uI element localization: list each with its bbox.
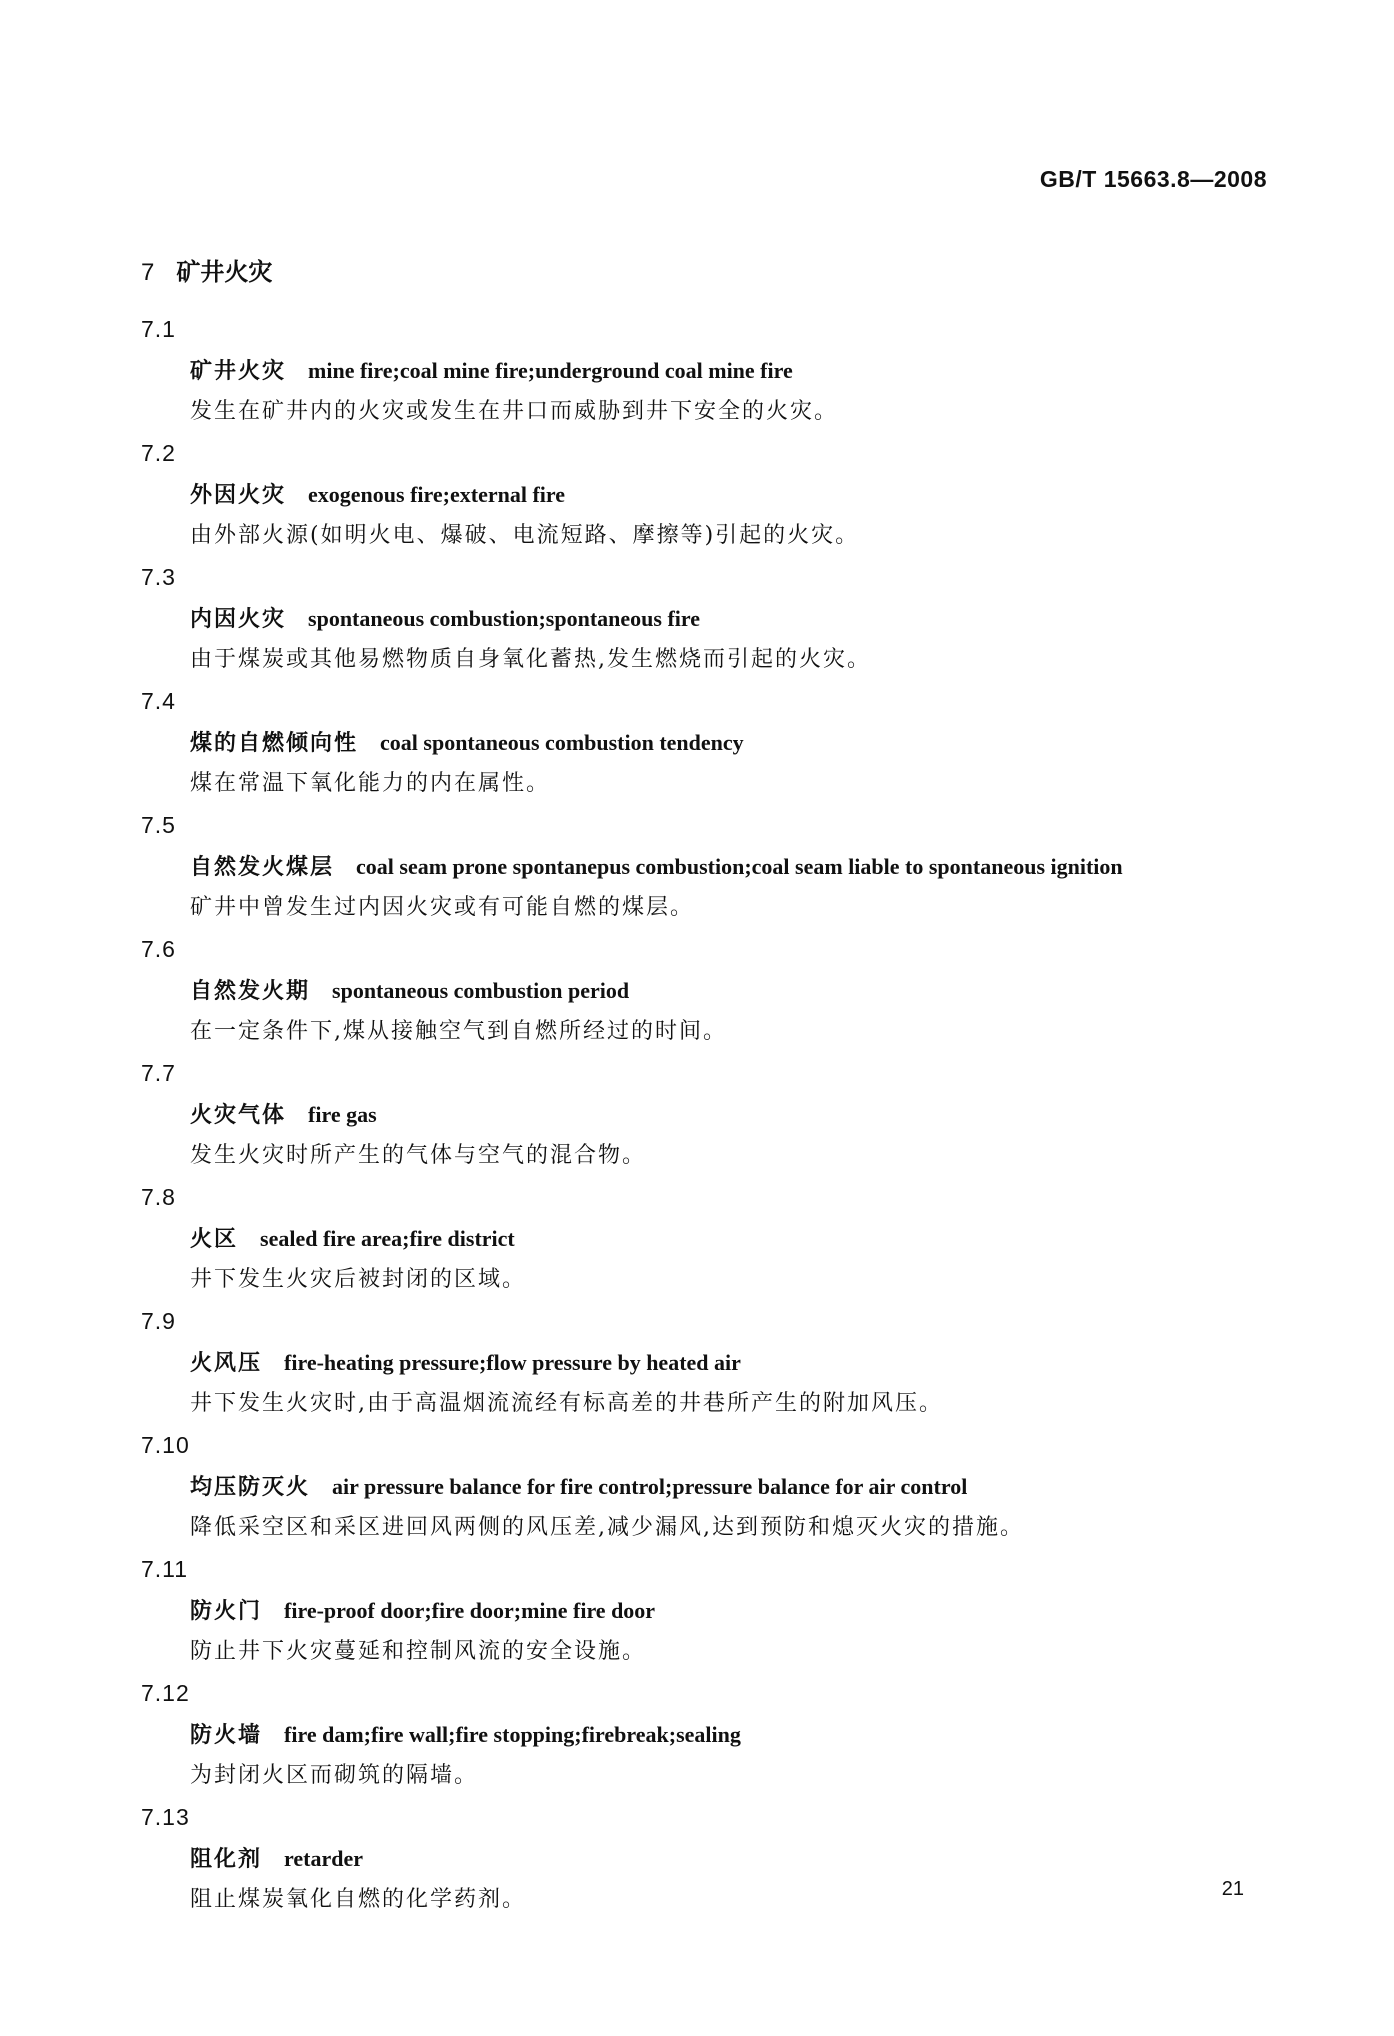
term-entry [0, 1549, 1394, 1673]
term-chinese: 阻化剂 [190, 1846, 263, 1872]
entry-term [190, 1591, 655, 1631]
entry-number: 7.3 [141, 564, 176, 590]
entry-definition: 为封闭火区而砌筑的隔墙。 [190, 1763, 479, 1788]
entry-list [0, 309, 1394, 1921]
page-number: 21 [1221, 1878, 1244, 1900]
term-chinese: 均压防灭火 [190, 1474, 311, 1500]
term-entry [0, 433, 1394, 557]
term-chinese: 防火门 [190, 1598, 263, 1624]
term-english: spontaneous combustion period [332, 978, 630, 1003]
entry-number: 7.1 [141, 316, 176, 342]
term-chinese: 火灾气体 [190, 1102, 287, 1128]
term-chinese: 矿井火灾 [190, 358, 287, 384]
chapter-number: 7 [141, 259, 155, 286]
term-entry [0, 1673, 1394, 1797]
entry-number: 7.13 [141, 1804, 190, 1830]
term-english: spontaneous combustion;spontaneous fire [308, 606, 701, 631]
entry-number: 7.4 [141, 688, 176, 714]
entry-term [190, 1219, 515, 1259]
term-chinese: 自然发火煤层 [190, 854, 335, 880]
entry-number: 7.12 [141, 1680, 190, 1706]
term-chinese: 煤的自燃倾向性 [190, 730, 359, 756]
entry-term [190, 1839, 363, 1879]
entry-term [190, 351, 793, 391]
entry-term [190, 599, 700, 639]
term-entry [0, 805, 1394, 929]
term-english: exogenous fire;external fire [308, 482, 566, 507]
entry-definition: 防止井下火灾蔓延和控制风流的安全设施。 [190, 1639, 647, 1664]
term-entry [0, 1177, 1394, 1301]
term-english: coal seam prone spontanepus combustion;coal seam liable to spontaneous ignition [356, 854, 1123, 879]
entry-number: 7.9 [141, 1308, 176, 1334]
entry-definition: 由外部火源(如明火电、爆破、电流短路、摩擦等)引起的火灾。 [190, 523, 860, 548]
term-chinese: 外因火灾 [190, 482, 287, 508]
entry-definition: 降低采空区和采区进回风两侧的风压差,减少漏风,达到预防和熄灭火灾的措施。 [190, 1515, 1024, 1540]
entry-term [190, 1715, 741, 1755]
entry-definition: 井下发生火灾后被封闭的区域。 [190, 1267, 527, 1292]
entry-definition: 井下发生火灾时,由于高温烟流流经有标高差的井巷所产生的附加风压。 [190, 1391, 943, 1416]
term-entry [0, 1425, 1394, 1549]
entry-definition: 发生在矿井内的火灾或发生在井口而威胁到井下安全的火灾。 [190, 399, 839, 424]
term-chinese: 自然发火期 [190, 978, 311, 1004]
term-english: fire dam;fire wall;fire stopping;firebreak;sealing [284, 1722, 741, 1747]
term-english: fire gas [308, 1102, 377, 1127]
term-english: air pressure balance for fire control;pressure balance for air control [332, 1474, 968, 1499]
term-entry [0, 1301, 1394, 1425]
term-english: retarder [284, 1846, 364, 1871]
term-entry [0, 929, 1394, 1053]
term-english: mine fire;coal mine fire;underground coal mine fire [308, 358, 793, 383]
entry-term [190, 971, 629, 1011]
term-entry [0, 309, 1394, 433]
entry-definition: 发生火灾时所产生的气体与空气的混合物。 [190, 1143, 647, 1168]
term-chinese: 内因火灾 [190, 606, 287, 632]
entry-definition: 在一定条件下,煤从接触空气到自燃所经过的时间。 [190, 1019, 727, 1044]
term-entry [0, 681, 1394, 805]
entry-number: 7.10 [141, 1432, 190, 1458]
entry-term [190, 1343, 741, 1383]
entry-number: 7.2 [141, 440, 176, 466]
entry-term [190, 1095, 377, 1135]
entry-term [190, 475, 565, 515]
entry-number: 7.6 [141, 936, 176, 962]
entry-number: 7.5 [141, 812, 176, 838]
term-english: fire-heating pressure;flow pressure by heated air [284, 1350, 741, 1375]
chapter-title: 矿井火灾 [176, 257, 273, 286]
term-entry [0, 1053, 1394, 1177]
chapter-heading [141, 252, 272, 287]
standard-code: GB/T 15663.8—2008 [1039, 166, 1267, 192]
entry-term [190, 723, 744, 763]
term-chinese: 火区 [190, 1226, 239, 1252]
term-entry [0, 557, 1394, 681]
term-chinese: 火风压 [190, 1350, 263, 1376]
term-english: fire-proof door;fire door;mine fire door [284, 1598, 656, 1623]
entry-term [190, 1467, 967, 1507]
entry-term [190, 847, 1123, 887]
entry-definition: 煤在常温下氧化能力的内在属性。 [190, 771, 551, 796]
term-english: coal spontaneous combustion tendency [380, 730, 744, 755]
entry-definition: 阻止煤炭氧化自燃的化学药剂。 [190, 1887, 527, 1912]
entry-definition: 矿井中曾发生过内因火灾或有可能自燃的煤层。 [190, 895, 695, 920]
term-english: sealed fire area;fire district [260, 1226, 515, 1251]
term-chinese: 防火墙 [190, 1722, 263, 1748]
entry-number: 7.8 [141, 1184, 176, 1210]
entry-number: 7.11 [141, 1556, 189, 1582]
entry-definition: 由于煤炭或其他易燃物质自身氧化蓄热,发生燃烧而引起的火灾。 [190, 647, 871, 672]
term-entry [0, 1797, 1394, 1921]
entry-number: 7.7 [141, 1060, 176, 1086]
